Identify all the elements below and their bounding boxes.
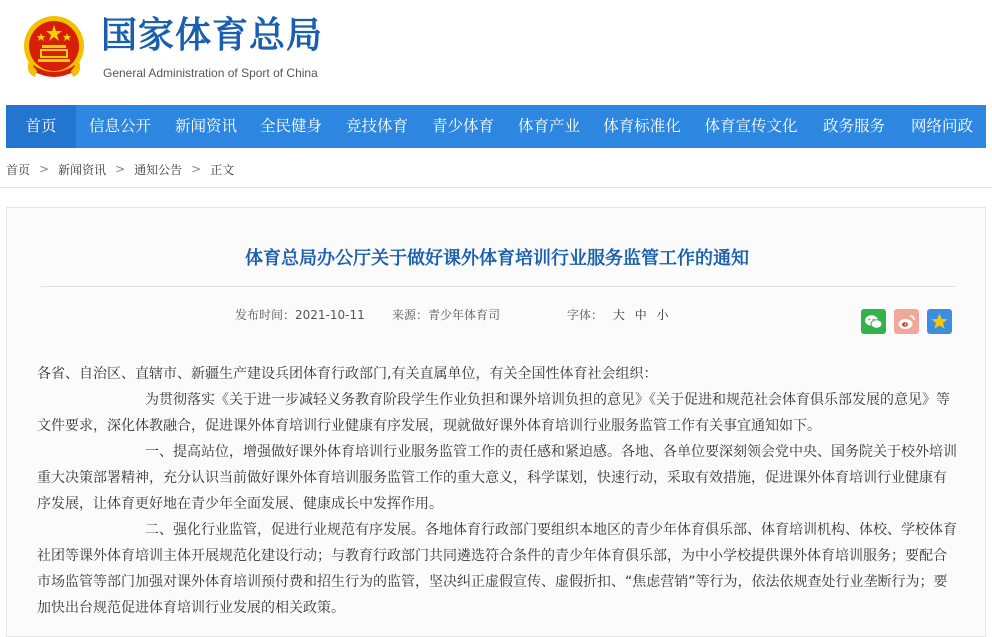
nav-item-info-public[interactable]: 信息公开: [88, 117, 151, 135]
font-size-control: [567, 306, 669, 323]
paragraph-salutation: 各省、自治区、直辖市、新疆生产建设兵团体育行政部门,有关直属单位，有关全国性体育社会组织：: [37, 366, 658, 382]
breadcrumb-news[interactable]: 新闻资讯: [58, 162, 107, 177]
site-header: [0, 0, 992, 105]
font-size-medium[interactable]: 中: [634, 308, 647, 322]
font-size-small[interactable]: 小: [656, 308, 669, 322]
article-body: [37, 361, 957, 621]
paragraph-intro: 为贯彻落实《关于进一步减轻义务教育阶段学生作业负担和课外培训负担的意见》《关于促进和规范社会体育俱乐部发展的意见》等文件要求，深化体教融合，促进课外体育培训行业健康有序发展，现就做好课外体育培训行业服务监管工作有关事宜通知如下。: [37, 392, 950, 434]
divider: [0, 187, 992, 188]
paragraph-section-2: 二、强化行业监管，促进行业规范有序发展。各地体育行政部门要组织本地区的青少年体育俱乐部、体育培训机构、体校、学校体育社团等课外体育培训主体开展规范化建设行动；与教育行政部门共同遴选符合条件的青少年体育俱乐部，为中小学校提供课外体育培训服务；要配合市场监管等部门加强对课外体育培训预付费和招生行为的监管，坚决纠正虚假宣传、虚假折扣、“焦虑营销”等行为，依法依规查处行业垄断行为；要加快出台规范促进体育培训行业发展的相关政策。: [37, 522, 957, 616]
font-size-large[interactable]: 大: [612, 308, 625, 322]
nav-item-standardization[interactable]: 体育标准化: [603, 117, 681, 135]
breadcrumb-home[interactable]: 首页: [6, 162, 31, 177]
nav-item-fitness[interactable]: 全民健身: [259, 117, 322, 135]
article-source: 来源：青少年体育司: [392, 308, 501, 322]
nav-item-competitive[interactable]: 竞技体育: [345, 117, 408, 135]
site-title[interactable]: 国家体育总局: [101, 15, 324, 56]
favorite-star-icon[interactable]: [927, 309, 952, 334]
wechat-icon[interactable]: [861, 309, 886, 334]
breadcrumb-separator: >: [191, 162, 202, 176]
nav-item-culture[interactable]: 体育宣传文化: [704, 117, 798, 135]
breadcrumb-current: 正文: [210, 162, 235, 177]
national-emblem-icon[interactable]: [21, 13, 87, 83]
paragraph-section-1: 一、提高站位，增强做好课外体育培训行业服务监管工作的责任感和紧迫感。各地、各单位要深刻领会党中央、国务院关于校外培训重大决策部署精神，充分认识当前做好课外体育培训服务监管工作的重大意义，科学谋划，快速行动，采取有效措施，促进课外体育培训行业健康有序发展，让体育更好地在青少年全面发展、健康成长中发挥作用。: [37, 444, 957, 512]
nav-item-inquiry[interactable]: 网络问政: [910, 117, 973, 135]
breadcrumb-notices[interactable]: 通知公告: [134, 162, 183, 177]
publish-date: 发布时间：2021-10-11: [235, 308, 365, 322]
breadcrumb-separator: >: [39, 162, 50, 176]
article-container: [6, 207, 986, 637]
nav-item-news[interactable]: 新闻资讯: [174, 117, 237, 135]
article-title: 体育总局办公厅关于做好课外体育培训行业服务监管工作的通知: [245, 248, 749, 269]
breadcrumb-separator: >: [115, 162, 126, 176]
nav-item-home[interactable]: 首页: [6, 105, 76, 148]
weibo-icon[interactable]: [894, 309, 919, 334]
divider: [41, 286, 955, 287]
main-nav: [6, 105, 986, 148]
nav-item-services[interactable]: 政务服务: [822, 117, 885, 135]
nav-item-youth[interactable]: 青少体育: [431, 117, 494, 135]
nav-item-industry[interactable]: 体育产业: [517, 117, 580, 135]
site-subtitle: General Administration of Sport of China: [103, 66, 318, 80]
breadcrumb: [6, 158, 234, 180]
font-size-label: 字体：: [567, 308, 604, 322]
